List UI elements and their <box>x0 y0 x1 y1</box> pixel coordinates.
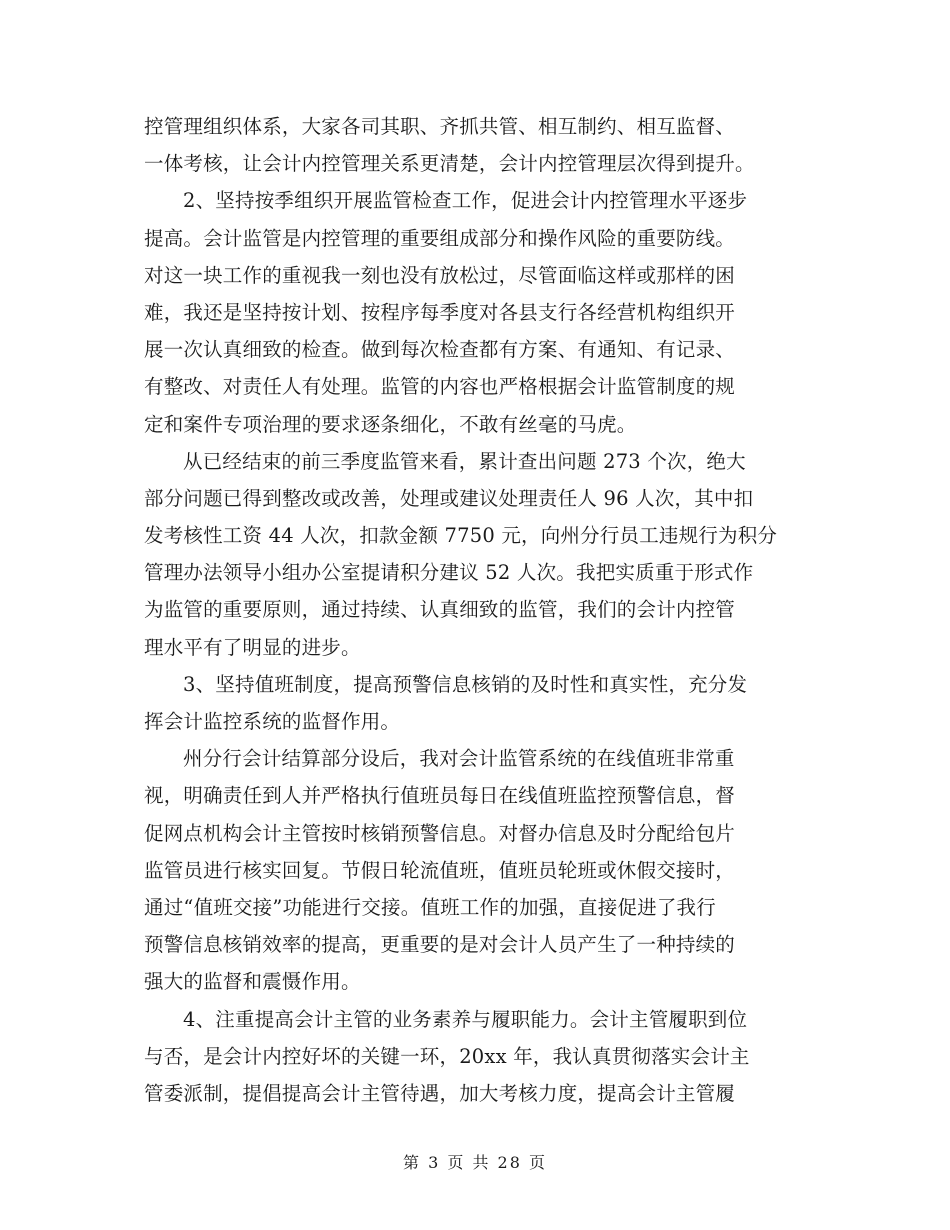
text-line: 有整改、对责任人有处理。监管的内容也严格根据会计监管制度的规 <box>144 375 736 399</box>
text-line: 一体考核，让会计内控管理关系更清楚，会计内控管理层次得到提升。 <box>144 152 755 176</box>
page-number-footer: 第 3 页 共 28 页 <box>403 1153 547 1172</box>
text-line: 理水平有了明显的进步。 <box>144 635 361 659</box>
document-body <box>144 108 816 1112</box>
text-line: 通过“值班交接”功能进行交接。值班工作的加强，直接促进了我行 <box>144 895 716 919</box>
text-line: 定和案件专项治理的要求逐条细化，不敢有丝毫的马虎。 <box>144 412 637 436</box>
text-line: 监管员进行核实回复。节假日轮流值班，值班员轮班或休假交接时， <box>144 858 736 882</box>
text-line: 强大的监督和震慑作用。 <box>144 970 361 994</box>
text-line: 预警信息核销效率的提高，更重要的是对会计人员产生了一种持续的 <box>144 933 736 957</box>
text-line: 2、坚持按季组织开展监管检查工作，促进会计内控管理水平逐步 <box>183 189 748 213</box>
text-line: 与否，是会计内控好坏的关键一环，20xx 年，我认真贯彻落实会计主 <box>144 1044 750 1068</box>
text-line: 提高。会计监管是内控管理的重要组成部分和操作风险的重要防线。 <box>144 226 736 250</box>
text-line: 4、注重提高会计主管的业务素养与履职能力。会计主管履职到位 <box>183 1007 748 1031</box>
text-line: 控管理组织体系，大家各司其职、齐抓共管、相互制约、相互监督、 <box>144 115 736 138</box>
text-line: 难，我还是坚持按计划、按程序每季度对各县支行各经营机构组织开 <box>144 300 736 324</box>
text-line: 3、坚持值班制度，提高预警信息核销的及时性和真实性，充分发 <box>183 672 748 696</box>
text-line: 部分问题已得到整改或改善，处理或建议处理责任人 96 人次，其中扣 <box>144 486 754 510</box>
text-line: 为监管的重要原则，通过持续、认真细致的监管，我们的会计内控管 <box>144 598 736 622</box>
text-line: 从已经结束的前三季度监管来看，累计查出问题 273 个次，绝大 <box>183 449 746 473</box>
text-line: 州分行会计结算部分设后，我对会计监管系统的在线值班非常重 <box>183 747 735 771</box>
text-line: 展一次认真细致的检查。做到每次检查都有方案、有通知、有记录、 <box>144 338 736 362</box>
text-line: 管理办法领导小组办公室提请积分建议 52 人次。我把实质重于形式作 <box>144 561 754 585</box>
text-line: 对这一块工作的重视我一刻也没有放松过，尽管面临这样或那样的困 <box>144 263 736 287</box>
text-line: 促网点机构会计主管按时核销预警信息。对督办信息及时分配给包片 <box>144 821 736 845</box>
text-line: 视，明确责任到人并严格执行值班员每日在线值班监控预警信息，督 <box>144 784 736 808</box>
text-line: 发考核性工资 44 人次，扣款金额 7750 元，向州分行员工违规行为积分 <box>144 524 778 548</box>
text-line: 管委派制，提倡提高会计主管待遇，加大考核力度，提高会计主管履 <box>144 1081 736 1105</box>
text-line: 挥会计监控系统的监督作用。 <box>144 710 401 733</box>
